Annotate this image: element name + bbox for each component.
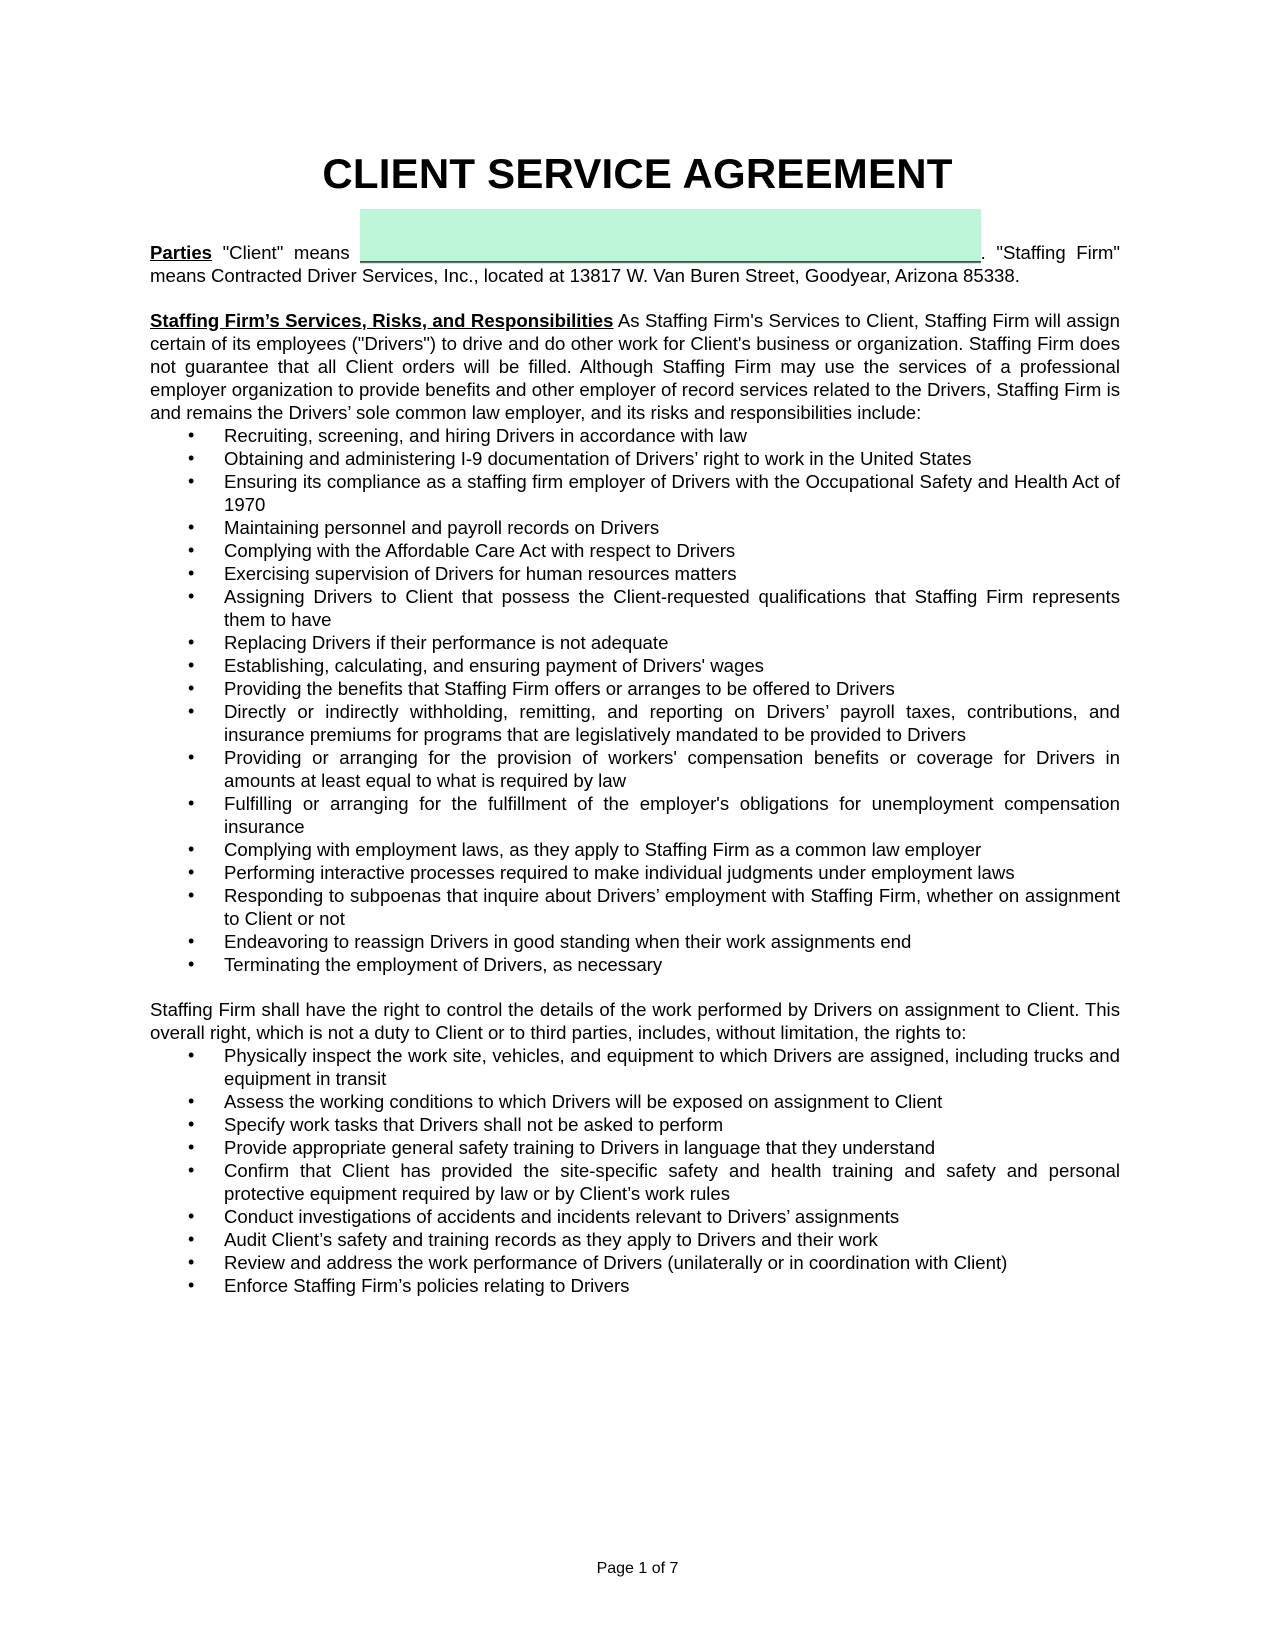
list-item-text: Physically inspect the work site, vehicles, and equipment to which Drivers are assigned, including trucks and equipment in transit (224, 1045, 1120, 1089)
list-item-text: Enforce Staffing Firm’s policies relating to Drivers (224, 1275, 630, 1296)
parties-lead-text: "Client" means (212, 242, 361, 263)
list-item-text: Responding to subpoenas that inquire about Drivers’ employment with Staffing Firm, whether on assignment to Client or not (224, 885, 1120, 929)
parties-paragraph (150, 241, 1120, 287)
list-item (150, 884, 1120, 930)
list-item (150, 861, 1120, 884)
bullet-icon: • (188, 540, 195, 560)
bullet-icon: • (188, 655, 195, 675)
list-item (150, 1159, 1120, 1205)
list-item-text: Confirm that Client has provided the site-specific safety and health training and safety and personal protective equipment required by law or by Client’s work rules (224, 1160, 1120, 1204)
page-number-footer: Page 1 of 7 (596, 1560, 679, 1577)
list-item-text: Review and address the work performance of Drivers (unilaterally or in coordination with Client) (224, 1252, 1008, 1273)
services-heading: Staffing Firm’s Services, Risks, and Responsibilities (150, 310, 614, 331)
bullet-icon: • (188, 931, 195, 951)
list-item (150, 631, 1120, 654)
list-item-text: Assess the working conditions to which Drivers will be exposed on assignment to Client (224, 1091, 943, 1112)
list-item (150, 585, 1120, 631)
bullet-icon: • (188, 563, 195, 583)
bullet-icon: • (188, 586, 195, 606)
list-item (150, 1113, 1120, 1136)
list-item-text: Fulfilling or arranging for the fulfillment of the employer's obligations for unemployment compensation insurance (224, 793, 1120, 837)
list-item-text: Providing or arranging for the provision of workers' compensation benefits or coverage for Drivers in amounts at least equal to what is required by law (224, 747, 1120, 791)
bullet-icon: • (188, 954, 195, 974)
list-item (150, 1251, 1120, 1274)
bullet-icon: • (188, 793, 195, 813)
paragraph-spacer (150, 976, 1120, 998)
bullet-icon: • (188, 1206, 195, 1226)
list-item (150, 539, 1120, 562)
list-item-text: Complying with the Affordable Care Act with respect to Drivers (224, 540, 736, 561)
list-item-text: Directly or indirectly withholding, remitting, and reporting on Drivers’ payroll taxes, contributions, and insurance premiums for programs that are legislatively mandated to be provided to Drivers (224, 701, 1120, 745)
list-item-text: Providing the benefits that Staffing Firm offers or arranges to be offered to Drivers (224, 678, 895, 699)
services-paragraph (150, 309, 1120, 424)
bullet-icon: • (188, 517, 195, 537)
list-item (150, 470, 1120, 516)
bullet-icon: • (188, 1114, 195, 1134)
list-item-text: Conduct investigations of accidents and incidents relevant to Drivers’ assignments (224, 1206, 900, 1227)
list-item (150, 1136, 1120, 1159)
list-item-text: Specify work tasks that Drivers shall not be asked to perform (224, 1114, 724, 1135)
list-item-text: Establishing, calculating, and ensuring payment of Drivers' wages (224, 655, 764, 676)
control-paragraph: Staffing Firm shall have the right to control the details of the work performed by Drivers on assignment to Client. This overall right, which is not a duty to Client or to third parties, includes, without limitation, the rights to: (150, 999, 1120, 1043)
services-body-text: As Staffing Firm's Services to Client, Staffing Firm will assign certain of its employees ("Drivers") to drive and do other work for Client's business or organization. Staffing Firm does not guarantee that all Client orders will be filled. Although Staffing Firm may use the services of a professional employer organization to provide benefits and other employer of record services related to the Drivers, Staffing Firm is and remains the Drivers’ sole common law employer, and its risks and responsibilities include: (150, 310, 1120, 423)
control-rights-list (150, 1044, 1120, 1297)
client-name-blank: ____________________________________________________________ (360, 242, 981, 263)
bullet-icon: • (188, 1045, 195, 1065)
bullet-icon: • (188, 425, 195, 445)
bullet-icon: • (188, 632, 195, 652)
parties-tail-text: . "Staffing Firm" means Contracted Driver Services, Inc., located at 13817 W. Van Buren Street, Goodyear, Arizona 85338. (150, 242, 1121, 286)
bullet-icon: • (188, 701, 195, 721)
list-item (150, 792, 1120, 838)
bullet-icon: • (188, 471, 195, 491)
document-title: CLIENT SERVICE AGREEMENT (322, 150, 953, 197)
list-item (150, 746, 1120, 792)
list-item-text: Audit Client’s safety and training records as they apply to Drivers and their work (224, 1229, 878, 1250)
list-item-text: Performing interactive processes required to make individual judgments under employment laws (224, 862, 1015, 883)
list-item (150, 1090, 1120, 1113)
list-item-text: Replacing Drivers if their performance is not adequate (224, 632, 669, 653)
list-item (150, 654, 1120, 677)
client-name-field[interactable] (360, 241, 980, 264)
bullet-icon: • (188, 1160, 195, 1180)
list-item (150, 953, 1120, 976)
paragraph-spacer (150, 287, 1120, 309)
list-item-text: Exercising supervision of Drivers for human resources matters (224, 563, 737, 584)
bullet-icon: • (188, 1252, 195, 1272)
list-item-text: Maintaining personnel and payroll records on Drivers (224, 517, 660, 538)
list-item (150, 930, 1120, 953)
bullet-icon: • (188, 678, 195, 698)
bullet-icon: • (188, 1229, 195, 1249)
list-item-text: Recruiting, screening, and hiring Drivers in accordance with law (224, 425, 747, 446)
list-item (150, 516, 1120, 539)
bullet-icon: • (188, 839, 195, 859)
bullet-icon: • (188, 862, 195, 882)
parties-heading: Parties (150, 242, 213, 263)
list-item (150, 424, 1120, 447)
bullet-icon: • (188, 1137, 195, 1157)
list-item (150, 1228, 1120, 1251)
bullet-icon: • (188, 747, 195, 767)
list-item-text: Complying with employment laws, as they apply to Staffing Firm as a common law employer (224, 839, 982, 860)
list-item (150, 1274, 1120, 1297)
list-item (150, 700, 1120, 746)
list-item (150, 562, 1120, 585)
list-item-text: Endeavoring to reassign Drivers in good standing when their work assignments end (224, 931, 912, 952)
list-item-text: Ensuring its compliance as a staffing firm employer of Drivers with the Occupational Safety and Health Act of 1970 (224, 471, 1120, 515)
services-responsibilities-list (150, 424, 1120, 976)
bullet-icon: • (188, 448, 195, 468)
list-item (150, 838, 1120, 861)
list-item-text: Provide appropriate general safety training to Drivers in language that they understand (224, 1137, 936, 1158)
list-item (150, 1205, 1120, 1228)
list-item (150, 1044, 1120, 1090)
bullet-icon: • (188, 1091, 195, 1111)
list-item-text: Terminating the employment of Drivers, as necessary (224, 954, 663, 975)
list-item-text: Assigning Drivers to Client that possess the Client-requested qualifications that Staffing Firm represents them to have (224, 586, 1120, 630)
bullet-icon: • (188, 1275, 195, 1295)
list-item (150, 447, 1120, 470)
bullet-icon: • (188, 885, 195, 905)
list-item (150, 677, 1120, 700)
document-body (150, 201, 1120, 1297)
list-item-text: Obtaining and administering I-9 documentation of Drivers’ right to work in the United States (224, 448, 972, 469)
